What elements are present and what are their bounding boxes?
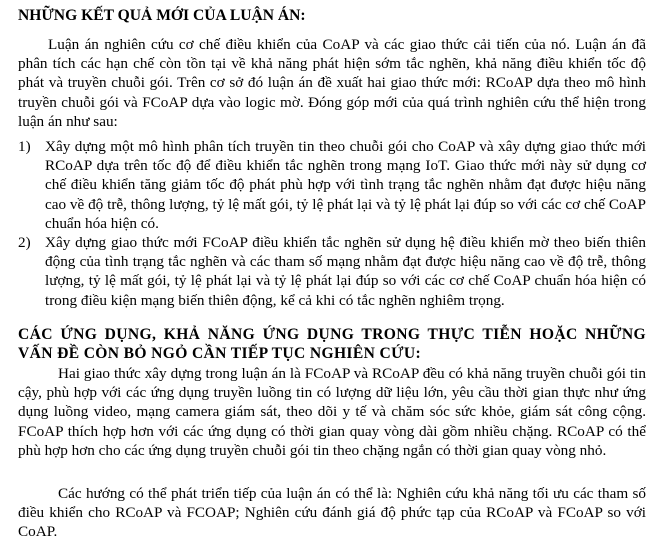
section-heading-applications: CÁC ỨNG DỤNG, KHẢ NĂNG ỨNG DỤNG TRONG THỰC TIỄN HOẶC NHỮNG VẤN ĐỀ CÒN BỎ NGỎ CẦN TIẾP TỤC NGHIÊN CỨU: [18, 326, 646, 362]
applications-paragraph: Hai giao thức xây dựng trong luận án là FCoAP và RCoAP đều có khả năng truyền chuỗi gói tin cậy, phù hợp với các ứng dụng truyền luồng tin có lượng dữ liệu lớn, yêu cầu thời gian thực như ứng dụng luồng video, mạng camera giám sát, theo dõi y tế và chăm sóc sức khỏe, giám sát công cộng. FCoAP thích hợp hơn với các ứng dụng có thời gian quay vòng dài gồm nhiều chặng. RCoAP có thể phù hợp hơn cho các ứng dụng truyền chuỗi gói tin theo chặng ngắn có thời gian quay vòng nhỏ. [18, 365, 646, 459]
section-heading-new-results: NHỮNG KẾT QUẢ MỚI CỦA LUẬN ÁN: [18, 7, 306, 24]
future-work-paragraph: Các hướng có thể phát triển tiếp của luận án có thể là: Nghiên cứu khả năng tối ưu các tham số điều khiển cho RCoAP và FCOAP; Nghiên cứu đánh giá độ phức tạp của RCoAP và FCoAP so với CoAP. [18, 485, 646, 541]
list-item [18, 137, 646, 233]
list-item-number: 2) [18, 234, 31, 252]
intro-paragraph: Luận án nghiên cứu cơ chế điều khiển của CoAP và các giao thức cải tiến của nó. Luận án đã phân tích các hạn chế còn tồn tại về khả năng phát hiện sớm tắc nghẽn, khả năng điều khiển tốc độ phát và truyền chuỗi gói. Trên cơ sở đó luận án đề xuất hai giao thức mới: RCoAP dựa theo mô hình truyền chuỗi gói và FCoAP dựa vào logic mờ. Đóng góp mới của quá trình nghiên cứu thể hiện trong luận án như sau: [18, 36, 646, 130]
list-item-text: Xây dựng giao thức mới FCoAP điều khiển tắc nghẽn sử dụng hệ điều khiển mờ theo biến thiên động của tình trạng tắc nghẽn và các tham số mạng nhằm đạt được hiệu năng cao về độ trễ, thông lượng, tỷ lệ mất gói, tỷ lệ phát lại và tỷ lệ phát lại đúp so với các cơ chế CoAP chuẩn hóa hiện có trong điều kiện mạng biến thiên động, kể cả khi có tắc nghẽn nghiêm trọng. [45, 234, 646, 309]
list-item-number: 1) [18, 138, 31, 155]
contributions-list [18, 137, 646, 310]
list-item-text: Xây dựng một mô hình phân tích truyền tin theo chuỗi gói cho CoAP và xây dựng giao thức mới RCoAP dựa trên tốc độ để điều khiển tắc nghẽn trong mạng IoT. Giao thức mới này sử dụng cơ chế điều khiển tăng giảm tốc độ phát phù hợp với tình trạng tắc nghẽn nhằm đạt được hiệu năng cao về độ trễ, thông lượng, tỷ lệ mất gói, tỷ lệ phát lại và tỷ lệ phát lại đúp so với các cơ chế CoAP chuẩn hóa hiện có. [45, 138, 646, 232]
list-item [18, 233, 646, 310]
